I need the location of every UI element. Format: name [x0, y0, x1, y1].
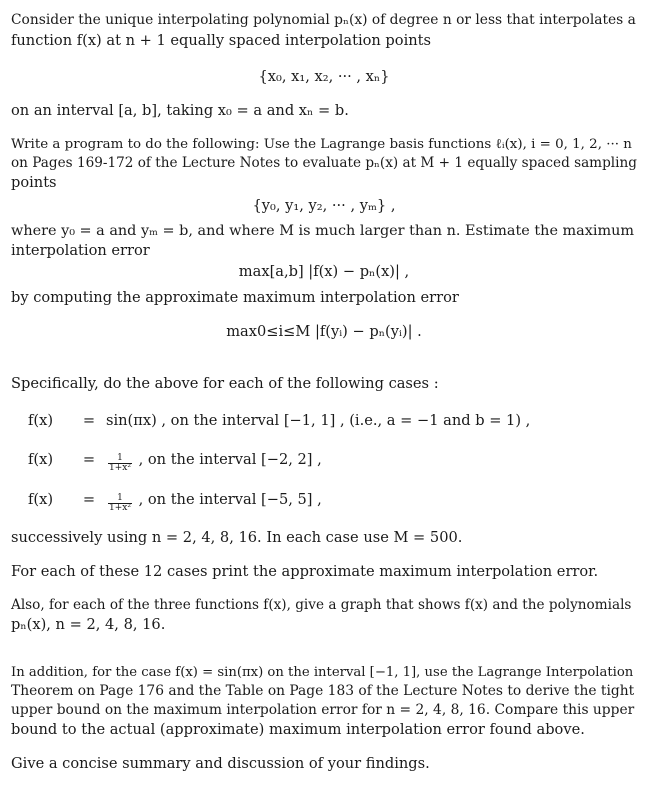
intro-line-1: Consider the unique interpolating polynomial pₙ(x) of degree n or less that interpolates a	[11, 12, 636, 28]
case-runge-2-rhs: , on the interval [−2, 2] ,	[133, 451, 322, 468]
graph-line-2: pₙ(x), n = 2, 4, 8, 16.	[11, 616, 166, 633]
where-line-1: where y₀ = a and yₘ = b, and where M is much larger than n. Estimate the maximum	[11, 223, 635, 239]
case-runge-5-rhs: , on the interval [−5, 5] ,	[133, 491, 322, 508]
approx-error-formula: max0≤i≤M |f(yᵢ) − pₙ(yᵢ)| .	[226, 323, 422, 340]
cases-intro: Specifically, do the above for each of the following cases :	[11, 375, 439, 392]
where-line-2: interpolation error	[11, 242, 150, 259]
interpolation-points-set: {x₀, x₁, x₂, ··· , xₙ}	[258, 68, 390, 85]
addition-line-3: upper bound on the maximum interpolation error for n = 2, 4, 8, 16. Compare this upper	[11, 702, 635, 718]
case-runge-5-equals: =	[82, 491, 96, 508]
case-runge-5	[28, 490, 322, 513]
case-sin-equals: =	[82, 412, 96, 429]
fraction-denominator: 1+x²	[109, 503, 131, 513]
case-runge-2	[28, 450, 322, 473]
intro-line-2: function f(x) at n + 1 equally spaced interpolation points	[11, 32, 431, 49]
addition-line-4: bound to the actual (approximate) maximum interpolation error found above.	[11, 721, 585, 738]
successively-line: successively using n = 2, 4, 8, 16. In each case use M = 500.	[11, 529, 463, 546]
interval-line: on an interval [a, b], taking x₀ = a and xₙ = b.	[11, 102, 349, 119]
print-cases-paragraph: For each of these 12 cases print the approximate maximum interpolation error.	[11, 563, 599, 580]
case-runge-2-fraction	[108, 454, 132, 473]
task-line-1: Write a program to do the following: Use the Lagrange basis functions ℓᵢ(x), i = 0, 1, 2, ··· n	[11, 137, 632, 152]
case-runge-5-fraction	[108, 494, 132, 513]
task-line-2: on Pages 169-172 of the Lecture Notes to evaluate pₙ(x) at M + 1 equally spaced sampling	[11, 155, 637, 171]
max-error-formula: max[a,b] |f(x) − pₙ(x)| ,	[238, 263, 410, 280]
case-sin-lhs: f(x)	[28, 412, 54, 429]
summary-paragraph: Give a concise summary and discussion of your findings.	[11, 755, 430, 772]
addition-line-1: In addition, for the case f(x) = sin(πx) on the interval [−1, 1], use the Lagrange Interpolation	[11, 665, 634, 680]
graph-line-1: Also, for each of the three functions f(x), give a graph that shows f(x) and the polynomials	[11, 597, 632, 613]
fraction-numerator: 1	[108, 454, 132, 464]
fraction-numerator: 1	[108, 494, 132, 504]
addition-line-2: Theorem on Page 176 and the Table on Page 183 of the Lecture Notes to derive the tight	[11, 683, 635, 699]
fraction-denominator: 1+x²	[109, 463, 131, 473]
case-sin-rhs: sin(πx) , on the interval [−1, 1] , (i.e., a = −1 and b = 1) ,	[106, 412, 531, 429]
sampling-points-set: {y₀, y₁, y₂, ··· , yₘ} ,	[252, 197, 396, 214]
case-sin	[28, 411, 530, 430]
case-runge-5-lhs: f(x)	[28, 491, 54, 508]
task-line-3: points	[11, 174, 57, 191]
case-runge-2-lhs: f(x)	[28, 451, 54, 468]
case-runge-2-equals: =	[82, 451, 96, 468]
computing-line: by computing the approximate maximum interpolation error	[11, 289, 459, 306]
